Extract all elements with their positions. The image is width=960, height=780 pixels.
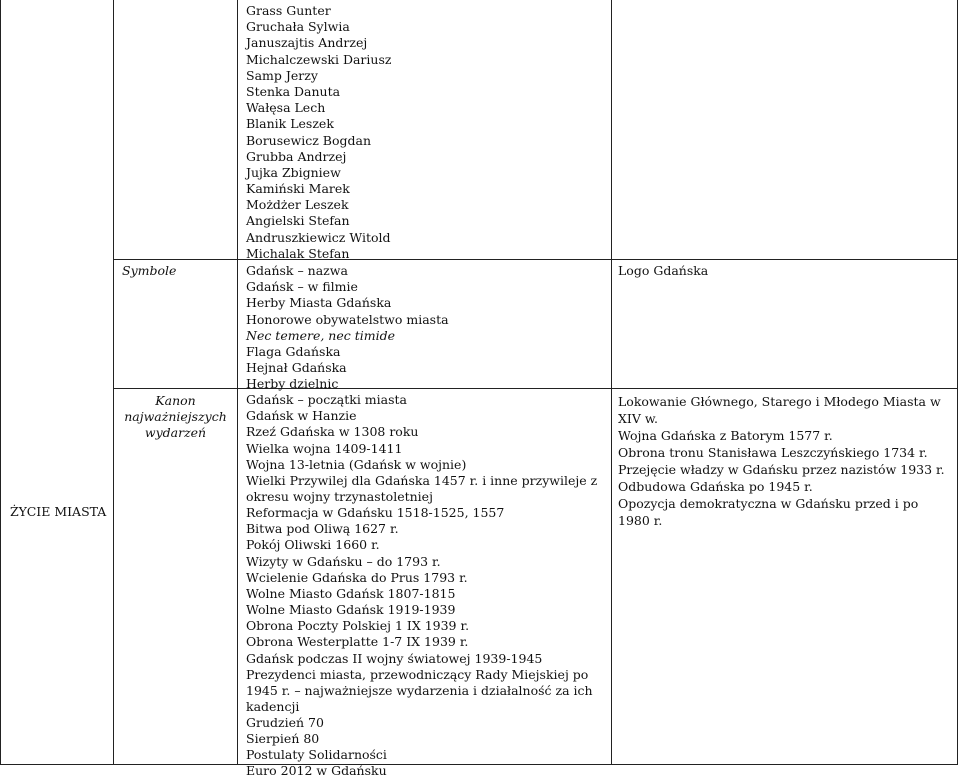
list-item: Grass Gunter [246, 3, 331, 18]
list-item: Sierpień 80 [246, 731, 320, 746]
list-item: Gruchała Sylwia [246, 19, 350, 35]
label-kanon: Kanon najważniejszych wydarzeń [124, 393, 227, 440]
list-item: Gdańsk – w filmie [246, 279, 358, 295]
table-divider-1 [113, 0, 114, 765]
row-divider-kanon [113, 388, 958, 389]
list-item: Michalak Stefan [246, 245, 350, 261]
list-item: Gdańsk podczas II wojny światowej 1939-1945 [246, 650, 543, 666]
list-item: Grudzień 70 [246, 714, 324, 730]
table-border-right [957, 0, 958, 765]
list-item: Grubba Andrzej [246, 148, 347, 164]
section-label: ŻYCIE MIASTA [10, 504, 107, 519]
list-item: Blanik Leszek [246, 116, 334, 132]
list-item: Angielski Stefan [246, 213, 350, 229]
list-item: Lokowanie Głównego, Starego i Młodego Miasta w XIV w. [618, 394, 941, 426]
list-item: Gdańsk w Hanzie [246, 408, 357, 424]
list-item: Hejnał Gdańska [246, 360, 347, 376]
symbole-list [246, 263, 449, 393]
list-item: Michalczewski Dariusz [246, 51, 392, 67]
list-item: Obrona Westerplatte 1-7 IX 1939 r. [246, 634, 469, 650]
list-item: Rzeź Gdańska w 1308 roku [246, 424, 419, 440]
list-item: Wojna 13-letnia (Gdańsk w wojnie) [246, 456, 467, 472]
list-item: Honorowe obywatelstwo miasta [246, 311, 449, 327]
list-item: Wielka wojna 1409-1411 [246, 440, 403, 456]
table-divider-2 [237, 0, 238, 765]
list-item: Bitwa pod Oliwą 1627 r. [246, 521, 399, 537]
list-item: Opozycja demokratyczna w Gdańsku przed i po 1980 r. [618, 496, 919, 528]
list-item: Obrona Poczty Polskiej 1 IX 1939 r. [246, 618, 470, 634]
names-list [246, 3, 391, 262]
list-item: Wielki Przywilej dla Gdańska 1457 r. i inne przywileje z okresu wojny trzynastoletniej [246, 472, 598, 504]
list-item: Odbudowa Gdańska po 1945 r. [618, 479, 813, 494]
list-item: Borusewicz Bogdan [246, 132, 372, 148]
list-item: Postulaty Solidarności [246, 747, 387, 763]
label-symbole: Symbole [122, 263, 177, 278]
list-item: Gdańsk – nazwa [246, 263, 348, 278]
table-border-left [0, 0, 1, 765]
list-item: Herby Miasta Gdańska [246, 295, 392, 311]
list-item: Pokój Oliwski 1660 r. [246, 537, 380, 553]
list-item: Obrona tronu Stanisława Leszczyńskiego 1734 r. [618, 445, 928, 460]
list-item: Gdańsk – początki miasta [246, 392, 408, 407]
list-item: Euro 2012 w Gdańsku [246, 763, 387, 779]
right-symbole-item: Logo Gdańska [618, 263, 709, 278]
list-item: Przejęcie władzy w Gdańsku przez nazistów 1933 r. [618, 462, 945, 477]
list-item: Prezydenci miasta, przewodniczący Rady Miejskiej po 1945 r. – najważniejsze wydarzenia i działalność za ich kadencji [246, 666, 593, 714]
list-item: Nec temere, nec timide [246, 327, 395, 343]
list-item: Samp Jerzy [246, 67, 318, 83]
list-item: Januszajtis Andrzej [246, 35, 368, 51]
list-item: Wizyty w Gdańsku – do 1793 r. [246, 553, 441, 569]
list-item: Kamiński Marek [246, 181, 350, 197]
list-item: Wcielenie Gdańska do Prus 1793 r. [246, 569, 468, 585]
list-item: Wolne Miasto Gdańsk 1807-1815 [246, 585, 456, 601]
list-item: Reformacja w Gdańsku 1518-1525, 1557 [246, 504, 505, 520]
list-item: Wałęsa Lech [246, 100, 326, 116]
list-item: Wolne Miasto Gdańsk 1919-1939 [246, 602, 456, 618]
list-item: Herby dzielnic [246, 376, 339, 392]
list-item: Jujka Zbigniew [246, 164, 341, 180]
row-divider-symbole [113, 259, 958, 260]
list-item: Wojna Gdańska z Batorym 1577 r. [618, 428, 833, 443]
right-kanon-list [618, 393, 948, 529]
list-item: Stenka Danuta [246, 83, 341, 99]
list-item: Możdżer Leszek [246, 197, 349, 213]
list-item: Flaga Gdańska [246, 343, 341, 359]
kanon-list [246, 392, 616, 780]
list-item: Andruszkiewicz Witold [246, 229, 391, 245]
